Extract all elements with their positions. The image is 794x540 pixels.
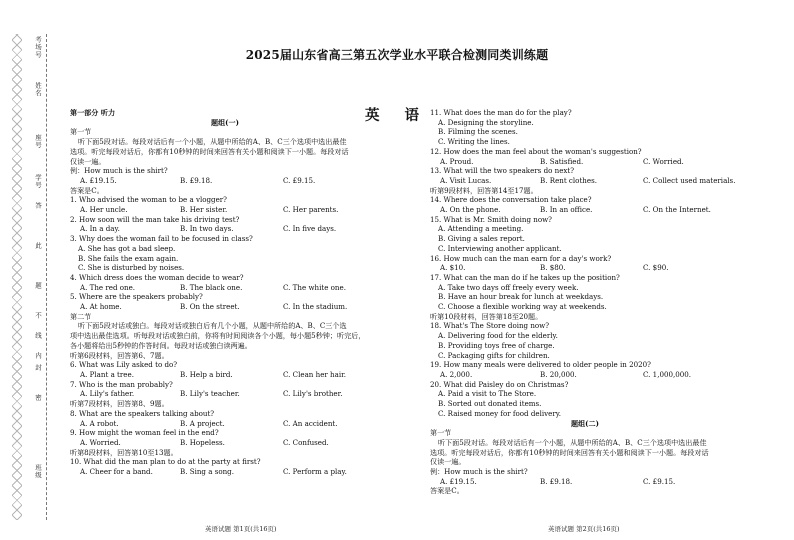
text-line: 各小题将给出5秒钟的作答时间。每段对话或独白读两遍。 bbox=[70, 340, 252, 350]
text-line: 9. How might the woman feel in the end? bbox=[70, 428, 219, 438]
option-a: A. Visit Lucas. bbox=[440, 175, 492, 185]
option-c: C. Lily's brother. bbox=[283, 389, 343, 399]
option-c: C. In five days. bbox=[283, 224, 337, 234]
option-b: B. In an office. bbox=[540, 205, 593, 215]
option-a: A. Plant a tree. bbox=[80, 369, 134, 379]
options-row bbox=[430, 263, 740, 273]
text-line: 10. What did the man plan to do at the party at first? bbox=[70, 457, 261, 467]
left-column bbox=[70, 108, 380, 477]
binding-label: 班级 bbox=[34, 464, 42, 479]
options-row bbox=[430, 477, 740, 487]
text-line: C. Packaging gifts for children. bbox=[438, 350, 550, 360]
options-row bbox=[70, 467, 380, 477]
options-row bbox=[70, 370, 380, 380]
text-line: C. Writing the lines. bbox=[438, 137, 510, 147]
option-a: A. Proud. bbox=[440, 156, 474, 166]
option-c: C. Confused. bbox=[283, 437, 329, 447]
text-line: A. Paid a visit to The Store. bbox=[438, 389, 537, 399]
option-c: C. The white one. bbox=[283, 282, 346, 292]
option-a: A. Worried. bbox=[80, 437, 121, 447]
text-line: 7. Who is the man probably? bbox=[70, 379, 173, 389]
option-b: B. Her sister. bbox=[180, 205, 228, 215]
binding-label: 学号 bbox=[34, 174, 42, 189]
option-a: A. In a day. bbox=[80, 224, 120, 234]
footer-left: 英语试题 第1页(共16页) bbox=[205, 525, 277, 533]
binding-label: 考场号 bbox=[34, 36, 42, 59]
option-c: C. $90. bbox=[643, 263, 669, 273]
text-line: B. Have an hour break for lunch at weekdays. bbox=[438, 292, 604, 302]
option-a: A. 2,000. bbox=[440, 369, 473, 379]
binding-label: 答 bbox=[34, 202, 42, 210]
text-line: 1. Who advised the woman to be a vlogger? bbox=[70, 195, 227, 205]
option-c: C. Perform a play. bbox=[283, 467, 347, 477]
options-row bbox=[70, 224, 380, 234]
text-line: C. Choose a flexible working way at weekends. bbox=[438, 302, 607, 312]
text-line: 第一节 bbox=[430, 428, 452, 438]
text-line: 16. How much can the man earn for a day's work? bbox=[430, 253, 612, 263]
right-column bbox=[430, 108, 740, 496]
text-line: B. Filming the scenes. bbox=[438, 127, 518, 137]
text-line: B. Sorted out donated items. bbox=[438, 399, 542, 409]
text-line: 17. What can the man do if he takes up the position? bbox=[430, 272, 620, 282]
options-row bbox=[430, 370, 740, 380]
option-b: B. £9.18. bbox=[540, 476, 573, 486]
text-line: 15. What is Mr. Smith doing now? bbox=[430, 214, 552, 224]
text-line: 18. What's The Store doing now? bbox=[430, 321, 550, 331]
text-line: C. She is disturbed by noises. bbox=[78, 263, 185, 273]
option-c: C. Her parents. bbox=[283, 205, 339, 215]
options-row bbox=[70, 176, 380, 186]
option-b: B. On the street. bbox=[180, 302, 240, 312]
options-row bbox=[70, 205, 380, 215]
option-b: B. Sing a song. bbox=[180, 467, 234, 477]
footer-right: 英语试题 第2页(共16页) bbox=[548, 525, 620, 533]
text-line: B. Providing toys free of charge. bbox=[438, 340, 555, 350]
text-line: 6. What was Lily asked to do? bbox=[70, 360, 178, 370]
option-c: C. 1,000,000. bbox=[643, 369, 692, 379]
text-line: 答案是C。 bbox=[70, 185, 104, 195]
option-b: B. Lily's teacher. bbox=[180, 389, 240, 399]
exam-title: 2025届山东省高三第五次学业水平联合检测同类训练题 bbox=[245, 48, 549, 62]
binding-label: 座号 bbox=[34, 134, 42, 149]
text-line: 听第7段材料，回答第8、9题。 bbox=[70, 399, 169, 409]
binding-label: 密 bbox=[34, 394, 42, 402]
binding-label: 线 bbox=[34, 332, 42, 340]
option-a: A. At home. bbox=[80, 302, 122, 312]
text-line: C. Raised money for food delivery. bbox=[438, 408, 562, 418]
text-line: 听第10段材料，回答第18至20题。 bbox=[430, 311, 543, 321]
option-c: C. Worried. bbox=[643, 156, 684, 166]
text-line: 4. Which dress does the woman decide to wear? bbox=[70, 272, 244, 282]
text-line: 例：How much is the shirt? bbox=[70, 166, 168, 176]
binding-label: 内 bbox=[34, 352, 42, 360]
option-c: C. £9.15. bbox=[283, 175, 316, 185]
option-c: C. Clean her hair. bbox=[283, 369, 346, 379]
text-line: 11. What does the man do for the play? bbox=[430, 108, 572, 117]
binding-label: 此 bbox=[34, 242, 42, 250]
binding-label: 姓名 bbox=[34, 82, 42, 97]
option-b: B. $80. bbox=[540, 263, 566, 273]
option-b: B. In two days. bbox=[180, 224, 234, 234]
option-a: A. The red one. bbox=[80, 282, 136, 292]
option-b: B. Rent clothes. bbox=[540, 175, 597, 185]
option-c: C. In the stadium. bbox=[283, 302, 348, 312]
option-a: A. $10. bbox=[440, 263, 466, 273]
text-line: 答案是C。 bbox=[430, 486, 464, 496]
options-row bbox=[430, 205, 740, 215]
binding-label: 不 bbox=[34, 312, 42, 320]
binding-label: 题 bbox=[34, 282, 42, 290]
text-line: A. Delivering food for the elderly. bbox=[438, 331, 558, 341]
option-a: A. £19.15. bbox=[440, 476, 477, 486]
option-b: B. 20,000. bbox=[540, 369, 577, 379]
option-c: C. Collect used materials. bbox=[643, 175, 736, 185]
text-line: 仅读一遍。 bbox=[70, 156, 106, 166]
text-line: 听第6段材料，回答第6、7题。 bbox=[70, 350, 169, 360]
options-row bbox=[70, 389, 380, 399]
text-line: A. Take two days off freely every week. bbox=[438, 282, 579, 292]
text-line: 听下面5段对话或独白。每段对话或独白后有几个小题，从题中所给的A、B、C三个选 bbox=[78, 321, 347, 331]
option-a: A. £19.15. bbox=[80, 175, 117, 185]
option-c: C. An accident. bbox=[283, 418, 338, 428]
text-line: 听下面5段对话。每段对话后有一个小题，从题中所给的A、B、C三个选项中选出最佳 bbox=[438, 437, 707, 447]
text-line: C. Interviewing another applicant. bbox=[438, 243, 562, 253]
options-row bbox=[430, 176, 740, 186]
options-row bbox=[70, 302, 380, 312]
text-line: 选项。听完每段对话后，你都有10秒钟的时间来回答有关小题和阅读下一小题。每段对话 bbox=[430, 447, 709, 457]
subject-title: 英 语 bbox=[364, 107, 430, 124]
text-line: 20. What did Paisley do on Christmas? bbox=[430, 379, 569, 389]
option-a: A. Cheer for a band. bbox=[80, 467, 153, 477]
text-line: 仅读一遍。 bbox=[430, 457, 466, 467]
options-row bbox=[70, 438, 380, 448]
text-line: 例：How much is the shirt? bbox=[430, 467, 528, 477]
options-row bbox=[70, 283, 380, 293]
option-b: B. The black one. bbox=[180, 282, 243, 292]
text-line: 题组(二) bbox=[571, 418, 599, 428]
text-line: 2. How soon will the man take his driving test? bbox=[70, 214, 240, 224]
option-b: B. Help a bird. bbox=[180, 369, 233, 379]
text-line: 选项。听完每段对话后，你都有10秒钟的时间来回答有关小题和阅读下一小题。每段对话 bbox=[70, 146, 349, 156]
options-row bbox=[70, 419, 380, 429]
text-line: 3. Why does the woman fail to be focused in class? bbox=[70, 234, 253, 244]
text-line: 听第9段材料，回答第14至17题。 bbox=[430, 185, 538, 195]
text-line: 第二节 bbox=[70, 311, 92, 321]
option-b: B. Satisfied. bbox=[540, 156, 584, 166]
text-line: 14. Where does the conversation take place? bbox=[430, 195, 592, 205]
text-line: 12. How does the man feel about the woman's suggestion? bbox=[430, 146, 642, 156]
text-line: 第一部分 听力 bbox=[70, 108, 116, 117]
text-line: 项中选出最佳选项。听每段对话或独白前，你将有时间阅读各个小题，每小题5秒钟；听完后， bbox=[70, 331, 366, 341]
text-line: A. Attending a meeting. bbox=[438, 224, 524, 234]
text-line: 第一节 bbox=[70, 127, 92, 137]
option-b: B. A project. bbox=[180, 418, 225, 428]
option-b: B. £9.18. bbox=[180, 175, 213, 185]
text-line: 13. What will the two speakers do next? bbox=[430, 166, 575, 176]
text-line: B. She fails the exam again. bbox=[78, 253, 179, 263]
text-line: B. Giving a sales report. bbox=[438, 234, 525, 244]
option-a: A. Her uncle. bbox=[80, 205, 128, 215]
binding-label: 封 bbox=[34, 364, 42, 372]
option-a: A. Lily's father. bbox=[80, 389, 135, 399]
text-line: 听第8段材料，回答第10至13题。 bbox=[70, 447, 178, 457]
option-b: B. Hopeless. bbox=[180, 437, 225, 447]
text-line: A. She has got a bad sleep. bbox=[78, 243, 176, 253]
text-line: 8. What are the speakers talking about? bbox=[70, 408, 215, 418]
text-line: 5. Where are the speakers probably? bbox=[70, 292, 203, 302]
option-c: C. £9.15. bbox=[643, 476, 676, 486]
text-line: 19. How many meals were delivered to older people in 2020? bbox=[430, 360, 651, 370]
text-line: A. Designing the storyline. bbox=[438, 117, 534, 127]
option-a: A. A robot. bbox=[80, 418, 119, 428]
option-a: A. On the phone. bbox=[440, 205, 501, 215]
text-line: 听下面5段对话。每段对话后有一个小题，从题中所给的A、B、C三个选项中选出最佳 bbox=[78, 137, 347, 147]
text-line: 题组(一) bbox=[211, 117, 239, 127]
options-row bbox=[430, 157, 740, 167]
option-c: C. On the Internet. bbox=[643, 205, 711, 215]
